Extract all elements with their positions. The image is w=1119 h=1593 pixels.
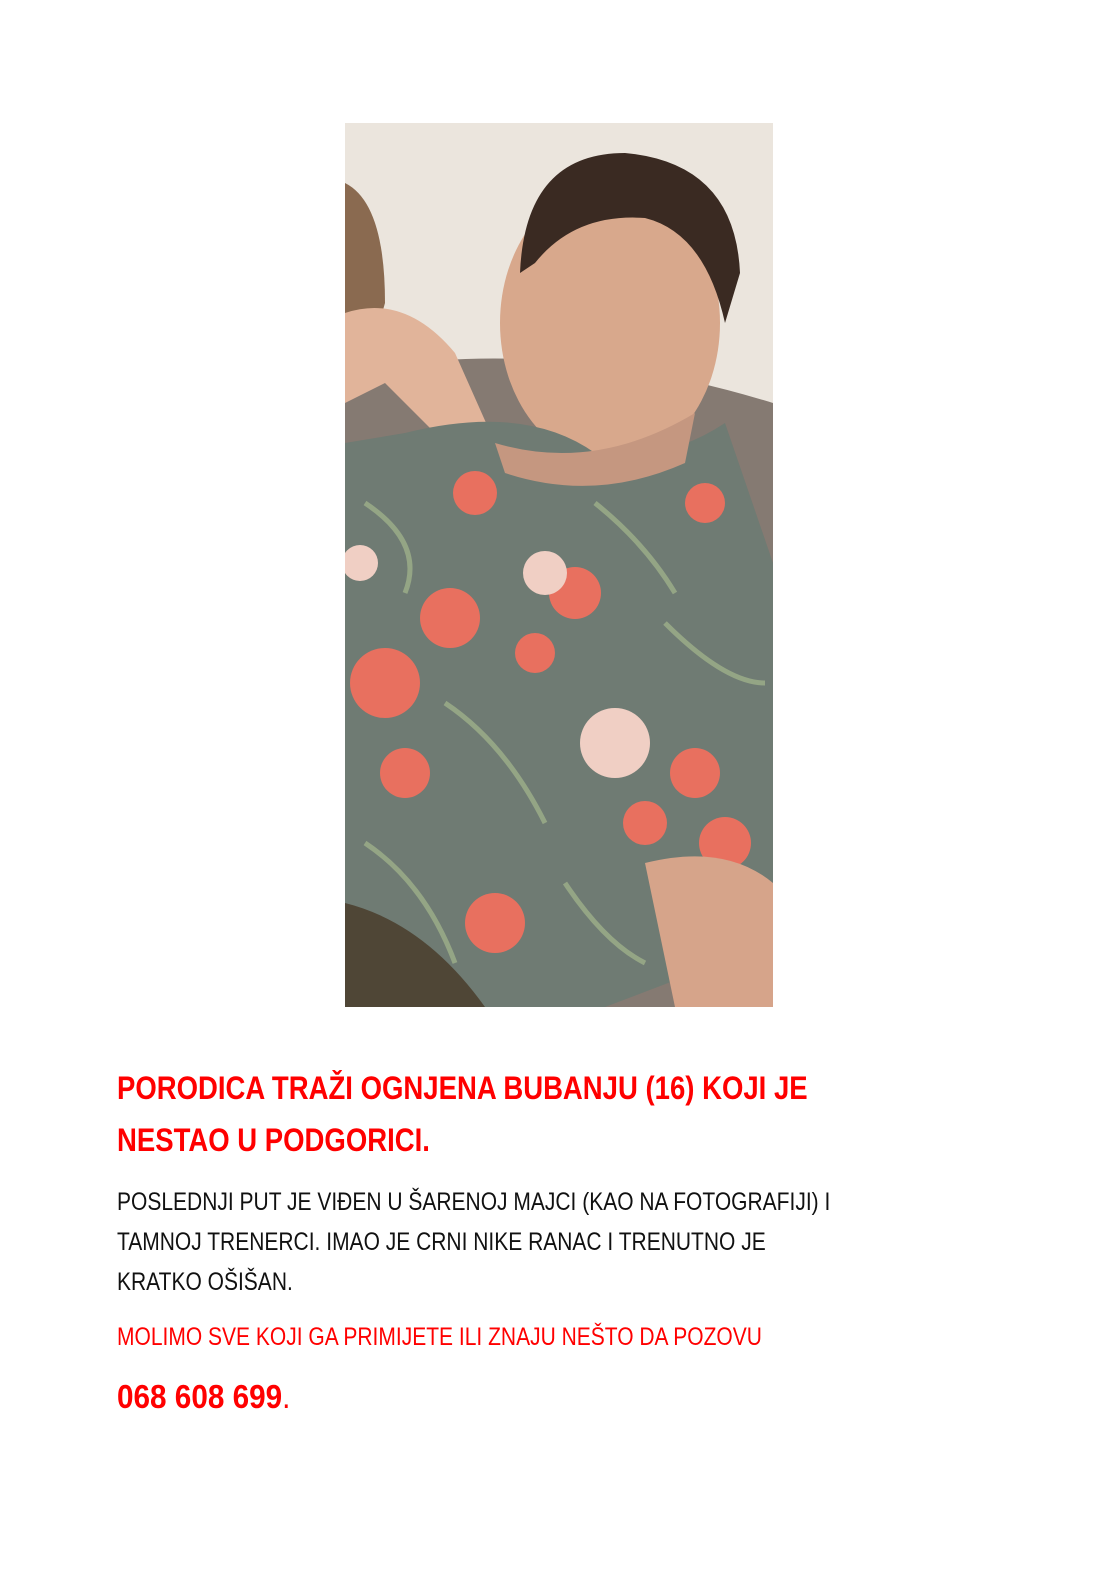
phone-suffix: .: [282, 1378, 291, 1415]
appeal-text: MOLIMO SVE KOJI GA PRIMIJETE ILI ZNAJU NEŠTO DA POZOVU: [117, 1323, 762, 1351]
description-line: KRATKO OŠIŠAN.: [117, 1268, 293, 1296]
headline-line: NESTAO U PODGORICI.: [117, 1122, 430, 1158]
missing-person-photo: [345, 123, 773, 1007]
description-line: POSLEDNJI PUT JE VIĐEN U ŠARENOJ MAJCI (KAO NA FOTOGRAFIJI) I: [117, 1188, 831, 1216]
phone-digits: 068 608 699: [117, 1378, 283, 1415]
phone-number: [117, 1378, 290, 1416]
description-line: TAMNOJ TRENERCI. IMAO JE CRNI NIKE RANAC I TRENUTNO JE: [117, 1228, 766, 1256]
headline-line: PORODICA TRAŽI OGNJENA BUBANJU (16) KOJI JE: [117, 1070, 808, 1106]
